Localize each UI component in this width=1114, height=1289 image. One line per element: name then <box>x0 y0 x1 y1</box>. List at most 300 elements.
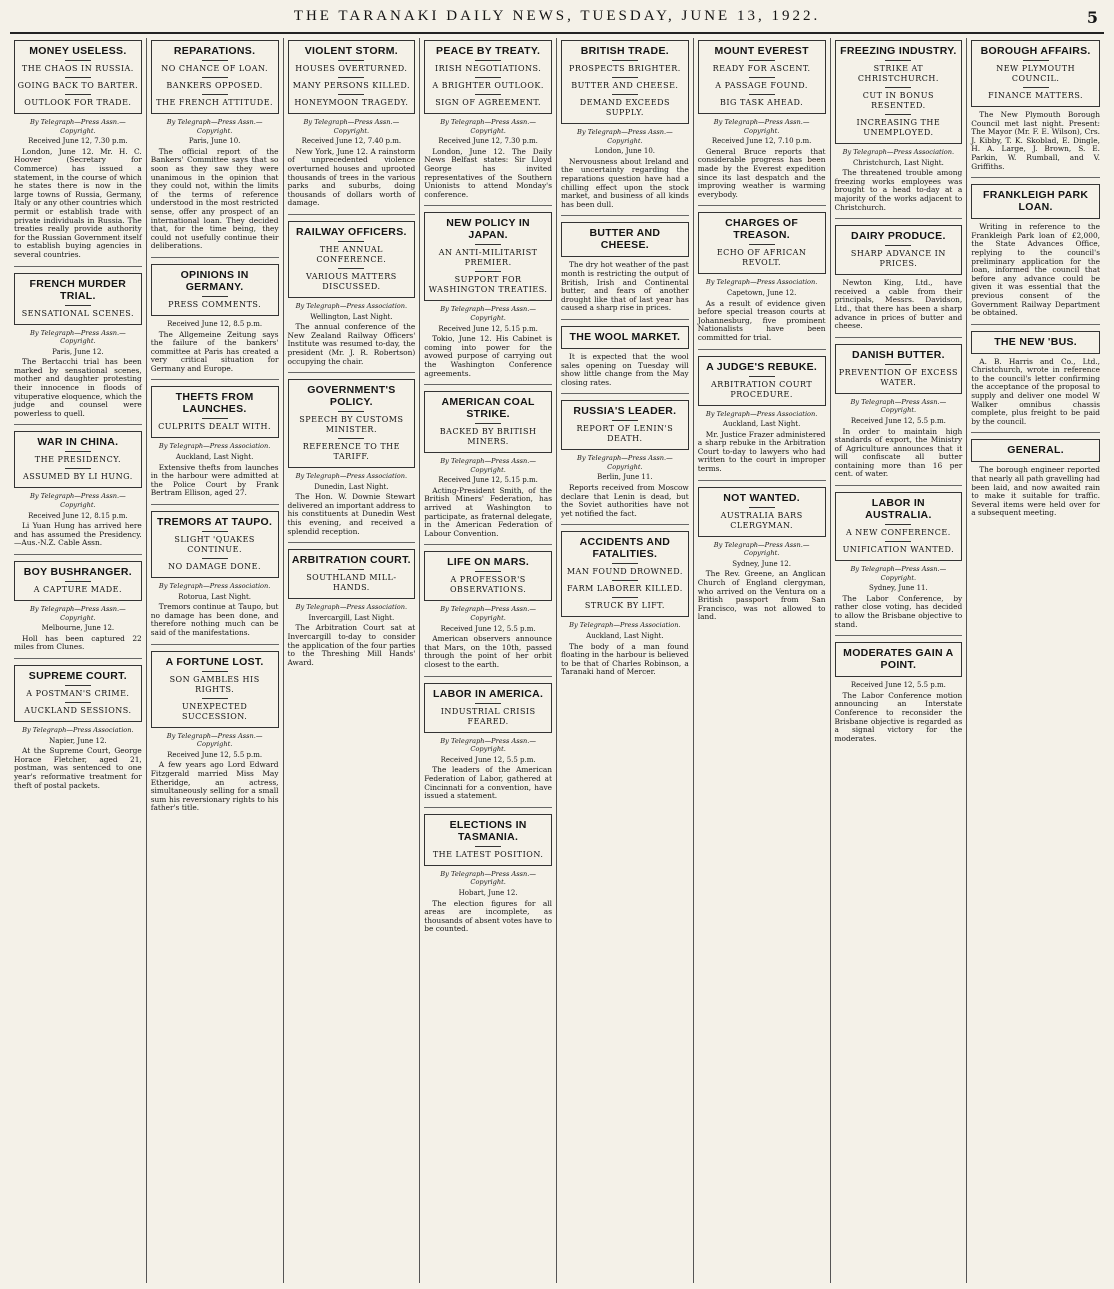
headline-rule <box>1023 60 1049 61</box>
headline-box <box>971 331 1100 354</box>
article-headline: REPARATIONS. <box>173 45 256 57</box>
article-headline: THE NEW 'BUS. <box>994 335 1078 348</box>
article-credit: By Telegraph—Press Assn.—Copyright. <box>713 540 810 558</box>
article <box>424 205 552 378</box>
article <box>288 372 416 536</box>
headline-box <box>424 212 552 301</box>
headline-rule <box>65 581 91 582</box>
article-subheading: HONEYMOON TRAGEDY. <box>294 98 409 107</box>
article-body: New York, June 12. A rainstorm of unprecedented violence overturned houses and uprooted thousands of trees in the various parks and suburbs, doing thousands of dollars worth of damage. <box>287 146 416 208</box>
article-subheading: A PASSAGE FOUND. <box>715 81 808 90</box>
article-credit: By Telegraph—Press Association. <box>22 725 134 734</box>
column-3 <box>284 38 421 1283</box>
article-dateline: Received June 12, 7.10 p.m. <box>711 137 812 146</box>
article-subheading: DEMAND EXCEEDS SUPPLY. <box>579 98 671 117</box>
article-credit: By Telegraph—Press Assn.—Copyright. <box>166 118 263 135</box>
article-body: The Bertacchi trial has been marked by sensational scenes, mother and daughter protesting their innocence in floods of vituperative eloquence, which the judge and counsel were powerless to quell. <box>14 357 142 418</box>
article <box>288 214 416 366</box>
headline-rule <box>612 580 638 581</box>
article-dateline: Received June 12, 5.5 p.m. <box>850 416 946 425</box>
article-body: The official report of the Bankers' Committee says that so soon as they saw they were unanimous in the opinion that they could not, within the limits of the terms of reference understood in the most restricted sense, offer any prospect of an international loan. They decided that, for the time being, they could not usefully continue their deliberations. <box>150 146 279 251</box>
article-body: American observers announce that Mars, on the 10th, passed through the point of her orbit closest to the earth. <box>424 634 552 669</box>
headline-rule <box>65 468 91 469</box>
headline-rule <box>475 94 501 95</box>
article-subheading: A PROFESSOR'S OBSERVATIONS. <box>449 575 527 595</box>
headline-box <box>151 386 279 438</box>
headline-box <box>698 487 826 537</box>
article <box>424 544 552 669</box>
headline-rule <box>749 244 775 245</box>
headline-rule <box>612 563 638 564</box>
article-subheading: A CAPTURE MADE. <box>33 585 123 594</box>
article <box>835 337 963 479</box>
article-dateline: London, June 10. <box>594 147 656 156</box>
article <box>151 379 279 498</box>
article-credit: By Telegraph—Press Assn.—Copyright. <box>850 397 947 415</box>
headline-rule <box>338 569 364 570</box>
article-credit: By Telegraph—Press Assn.—Copyright. <box>30 492 126 510</box>
headline-box <box>288 379 416 468</box>
article <box>424 676 552 801</box>
headline-rule <box>65 451 91 452</box>
article-dateline: Wellington, Last Night. <box>310 312 393 321</box>
headline-box <box>561 531 689 617</box>
article <box>698 40 826 199</box>
article-body: The leaders of the American Federation of Labor, gathered at Cincinnati for a convention, have issued a statement. <box>424 765 552 801</box>
headline-box <box>14 40 142 114</box>
article <box>971 177 1100 318</box>
article-body: The borough engineer reported that nearly all path gravelling had been laid, and now awaited rain to make it suitable for traffic. Several items were held over for a subsequent meeting. <box>971 465 1100 518</box>
article-body: Reports received from Moscow declare that Lenin is dead, but the Soviet authorities have not yet notified the fact. <box>561 483 689 518</box>
article-subheading: HOUSES OVERTURNED. <box>295 64 408 73</box>
column-5 <box>557 38 694 1283</box>
article-subheading: IRISH NEGOTIATIONS. <box>434 64 542 73</box>
headline-box <box>835 225 963 275</box>
headline-rule <box>612 94 638 95</box>
article-dateline: Christchurch, Last Night. <box>852 158 944 167</box>
headline-rule <box>612 60 638 61</box>
article-dateline: Napier, June 12. <box>49 736 107 745</box>
article <box>424 807 552 934</box>
article-body: Tremors continue at Taupo, but no damage has been done, and therefore nothing much can be said of the manifestations. <box>150 602 279 637</box>
article-headline: THE WOOL MARKET. <box>569 330 681 343</box>
headline-box <box>424 551 552 601</box>
article <box>971 324 1100 427</box>
article <box>698 480 826 622</box>
column-1 <box>10 38 147 1283</box>
headline-box <box>424 40 552 114</box>
headline-rule <box>475 244 501 245</box>
article-body: A. B. Harris and Co., Ltd., Christchurch, wrote in reference to the council's letter confirming the acceptance of the proposal to supply and deliver one model W Walker omnibus chassis complete, plus freight to be paid by the council. <box>971 356 1100 426</box>
masthead <box>10 8 1104 34</box>
article <box>698 349 826 474</box>
article-subheading: BUTTER AND CHEESE. <box>571 81 679 90</box>
headline-rule <box>338 411 364 412</box>
article-subheading: AUSTRALIA BARS CLERGYMAN. <box>720 510 803 530</box>
article-body: Tokio, June 12. His Cabinet is coming into power for the avowed purpose of carrying out the Washington Conference agreements. <box>424 334 552 378</box>
article-dateline: Received June 12, 7.40 p.m. <box>301 137 402 146</box>
article-subheading: CUT IN BONUS RESENTED. <box>862 91 934 110</box>
headline-rule <box>612 77 638 78</box>
article-subheading: ECHO OF AFRICAN REVOLT. <box>716 248 807 268</box>
headline-rule <box>338 268 364 269</box>
article-body: A few years ago Lord Edward Fitzgerald married Miss May Etheridge, an actress, simultaneously selling for a small sum his reversionary rights to his father's title. <box>150 760 279 813</box>
headline-rule <box>338 241 364 242</box>
headline-box <box>288 40 416 114</box>
headline-box <box>971 184 1100 219</box>
article-subheading: A BRIGHTER OUTLOOK. <box>432 81 544 90</box>
headline-box <box>288 221 416 298</box>
article-dateline: Received June 12, 7.30 p.m. <box>438 137 538 146</box>
article-dateline: Dunedin, Last Night. <box>314 482 389 491</box>
article-body: Holl has been captured 22 miles from Clunes. <box>14 633 142 652</box>
column-2 <box>147 38 284 1283</box>
article-subheading: FINANCE MATTERS. <box>988 91 1084 100</box>
headline-rule <box>65 685 91 686</box>
headline-box <box>424 814 552 866</box>
article-dateline: Sydney, June 11. <box>869 584 928 593</box>
article-subheading: SON GAMBLES HIS RIGHTS. <box>169 674 260 694</box>
article-headline: FRANKLEIGH PARK LOAN. <box>983 189 1089 214</box>
article-body: Extensive thefts from launches in the harbour were admitted at the Police Court by Frank Bertram Ellison, aged 27. <box>150 462 279 498</box>
article-subheading: A POSTMAN'S CRIME. <box>26 688 130 698</box>
headline-rule <box>612 597 638 598</box>
article <box>835 485 963 629</box>
article-dateline: Rotorua, Last Night. <box>178 592 252 601</box>
headline-rule <box>338 438 364 439</box>
article <box>14 266 142 419</box>
article-headline: MOUNT EVEREST <box>714 45 809 57</box>
article-dateline: Received June 12, 5.15 p.m. <box>438 476 538 485</box>
headline-box <box>561 400 689 450</box>
article-subheading: PREVENTION OF EXCESS WATER. <box>838 367 959 387</box>
article-headline: DAIRY PRODUCE. <box>851 230 946 243</box>
article-subheading: STRUCK BY LIFT. <box>584 601 665 611</box>
article-dateline: Hobart, June 12. <box>458 888 518 897</box>
headline-rule <box>338 77 364 78</box>
headline-rule <box>885 60 911 61</box>
article-credit: By Telegraph—Press Association. <box>705 409 818 418</box>
article <box>151 644 279 813</box>
article-dateline: Received June 12, 5.5 p.m. <box>167 750 263 759</box>
headline-rule <box>475 60 501 61</box>
article <box>14 40 142 260</box>
article-body: As a result of evidence given before special treason courts at Johannesburg, five prominent Nationalists have been committed for trial. <box>697 298 826 342</box>
article-subheading: GOING BACK TO BARTER. <box>17 81 139 90</box>
headline-box <box>561 40 689 124</box>
article-headline: GOVERNMENT'S POLICY. <box>307 384 396 409</box>
article-body: London, June 12. The Daily News Belfast states: Sir Lloyd George has invited representatives of the Southern Unionists to attend Monday's conference. <box>424 146 552 199</box>
article-headline: LIFE ON MARS. <box>447 556 530 569</box>
headline-rule <box>202 671 228 672</box>
article-dateline: Received June 12, 7.30 p.m. <box>28 137 128 146</box>
article-dateline: Received June 12, 5.5 p.m. <box>850 681 946 690</box>
article-dateline: Auckland, Last Night. <box>586 632 664 641</box>
article-body: The Labor Conference motion announcing an Interstate Conference to reconsider the Brisbane objective is regarded as a signal victory for the moderates. <box>834 690 963 743</box>
article <box>835 635 963 743</box>
article <box>151 40 279 251</box>
article-credit: By Telegraph—Press Assn.—Copyright. <box>30 328 126 346</box>
headline-rule <box>885 524 911 525</box>
article-dateline: Melbourne, June 12. <box>41 624 115 633</box>
article-subheading: SHARP ADVANCE IN PRICES. <box>850 249 946 269</box>
article-body: General Bruce reports that considerable progress has been made by the Everest expedition since its last despatch and the improving weather is warming everybody. <box>697 146 826 199</box>
headline-rule <box>202 698 228 699</box>
article-credit: By Telegraph—Press Association. <box>842 148 955 156</box>
headline-rule <box>475 423 501 424</box>
article-headline: MODERATES GAIN A POINT. <box>843 647 954 672</box>
article-headline: THEFTS FROM LAUNCHES. <box>175 391 254 416</box>
article-dateline: Received June 12, 8.5 p.m. <box>167 319 263 328</box>
headline-rule <box>475 703 501 704</box>
column-7 <box>831 38 968 1283</box>
headline-rule <box>65 702 91 703</box>
headline-rule <box>749 507 775 508</box>
article-headline: AMERICAN COAL STRIKE. <box>441 396 535 421</box>
article-credit: By Telegraph—Press Association. <box>295 603 408 612</box>
article-subheading: BIG TASK AHEAD. <box>720 98 804 107</box>
article-headline: WAR IN CHINA. <box>37 436 119 449</box>
article-body: The New Plymouth Borough Council met last night. Present: The Mayor (Mr. F. E. Wilson), Crs. J. Kibby, T. K. Skoblad, E. Dingle, H. A. Large, J. Brown, S. E. Parkin, W. Rumball, and V. Griffiths. <box>971 110 1100 171</box>
article-headline: BOY BUSHRANGER. <box>23 566 132 578</box>
article-subheading: BACKED BY BRITISH MINERS. <box>439 427 537 447</box>
article-body: The annual conference of the New Zealand Railway Officers' Institute was resumed to-day, the president (Mr. J. R. Robertson) occupying the chair. <box>287 322 416 366</box>
column-4 <box>420 38 557 1283</box>
article-body: Writing in reference to the Frankleigh Park loan of £2,000, the State Advances Office, replying to the council's preliminary application for the loan, informed the council that before any advance could be given it was essential that the previous consent of the Government Railway Department be obtained. <box>971 222 1100 318</box>
headline-rule <box>202 77 228 78</box>
article-body: Nervousness about Ireland and the uncertainty regarding the reparations question have had a chilling effect upon the stock market, and business of all kinds has been dull. <box>561 156 689 209</box>
article-body: At the Supreme Court, George Horace Fletcher, aged 21, postman, was sentenced to one year's reformative treatment for theft of postal packets. <box>14 746 142 790</box>
article-subheading: UNIFICATION WANTED. <box>842 545 955 555</box>
article-body: The body of a man found floating in the harbour is believed to be that of Charles Robinson, a Taranaki hand of Mercer. <box>561 641 689 677</box>
article-body: Li Yuan Hung has arrived here and has assumed the Presidency.—Aus.-N.Z. Cable Assn. <box>14 521 142 548</box>
article-dateline: Sydney, June 12. <box>732 559 791 568</box>
article <box>14 554 142 652</box>
article <box>971 432 1100 518</box>
headline-box <box>971 439 1100 462</box>
article-subheading: MAN FOUND DROWNED. <box>566 567 683 577</box>
article-credit: By Telegraph—Press Association. <box>705 278 818 287</box>
article-credit: By Telegraph—Press Assn.—Copyright. <box>440 457 536 474</box>
article-body: It is expected that the wool sales opening on Tuesday will show little change from the May closing rates. <box>561 351 689 387</box>
article-headline: A JUDGE'S REBUKE. <box>706 360 818 373</box>
article-headline: SUPREME COURT. <box>28 669 127 682</box>
article-headline: FRENCH MURDER TRIAL. <box>29 277 127 302</box>
article-credit: By Telegraph—Press Assn.—Copyright. <box>850 565 947 582</box>
article <box>561 319 689 387</box>
article-dateline: Received June 12, 8.15 p.m. <box>28 511 128 520</box>
headline-box <box>971 40 1100 107</box>
headline-box <box>14 431 142 488</box>
headline-box <box>151 651 279 728</box>
article-headline: ELECTIONS IN TASMANIA. <box>449 818 527 843</box>
headline-rule <box>1023 87 1049 88</box>
article-subheading: SPEECH BY CUSTOMS MINISTER. <box>299 415 404 435</box>
article <box>835 218 963 331</box>
headline-box <box>424 683 552 733</box>
article-subheading: ARBITRATION COURT PROCEDURE. <box>710 379 813 399</box>
article-headline: ACCIDENTS AND FATALITIES. <box>579 536 671 561</box>
article-dateline: Received June 12, 5.5 p.m. <box>440 624 536 633</box>
article-subheading: THE ANNUAL CONFERENCE. <box>316 244 387 264</box>
article-body: London, June 12. Mr. H. C. Hoover (Secretary for Commerce) has issued a statement, in the course of which he states there is now in the large towns of Russia, Germany, Italy or any other countries which permit or establish trade with private individuals in Russia. The treaties really provide authority for the Russian Government itself to establish buying agencies in several countries. <box>14 146 142 259</box>
article-subheading: NEW PLYMOUTH COUNCIL. <box>996 64 1076 83</box>
article-credit: By Telegraph—Press Assn.—Copyright. <box>30 118 126 135</box>
article-body: The Rev. Greene, an Anglican Church of England clergyman, who arrived on the Ventura on a British passport from San Francisco, was not allowed to land. <box>697 569 826 622</box>
article <box>561 393 689 518</box>
column-6 <box>694 38 831 1283</box>
headline-rule <box>475 77 501 78</box>
headline-box <box>14 561 142 601</box>
article-credit: By Telegraph—Press Assn.—Copyright. <box>440 736 536 754</box>
article-credit: By Telegraph—Press Assn.—Copyright. <box>30 605 126 622</box>
article-subheading: REPORT OF LENIN'S DEATH. <box>576 424 674 444</box>
article-body: The dry hot weather of the past month is restricting the output of British, Irish and Continental butter, and fears of another drought like that of last year has caused a sharp rise in prices. <box>561 260 689 313</box>
headline-rule <box>612 420 638 421</box>
article-headline: TREMORS AT TAUPO. <box>157 516 273 529</box>
article-subheading: INCREASING THE UNEMPLOYED. <box>856 118 941 137</box>
article-body: Mr. Justice Frazer administered a sharp rebuke in the Arbitration Court to-day to lawyers who had written to the court in improper terms. <box>697 429 826 474</box>
article-subheading: PRESS COMMENTS. <box>168 299 262 309</box>
headline-rule <box>65 305 91 306</box>
article <box>14 658 142 790</box>
article-subheading: MANY PERSONS KILLED. <box>292 81 411 90</box>
headline-rule <box>65 77 91 78</box>
headline-box <box>151 40 279 114</box>
article-dateline: Paris, June 10. <box>188 137 241 146</box>
article-subheading: SUPPORT FOR WASHINGTON TREATIES. <box>428 275 548 295</box>
article-headline: LABOR IN AMERICA. <box>432 687 544 700</box>
article-headline: NEW POLICY IN JAPAN. <box>446 217 530 242</box>
article-headline: PEACE BY TREATY. <box>436 45 541 57</box>
article-headline: NOT WANTED. <box>723 491 801 504</box>
article-body: The Labor Conference, by rather close voting, has decided to allow the Brisbane objective to stand. <box>834 593 963 629</box>
article-headline: LABOR IN AUSTRALIA. <box>865 497 932 522</box>
article <box>561 524 689 677</box>
headline-rule <box>885 114 911 115</box>
article-headline: MONEY USELESS. <box>29 45 127 57</box>
page-number: 5 <box>1086 8 1098 27</box>
article-body: Newton King, Ltd., have received a cable from their principals, Messrs. Davidson, Ltd., that there has been a sharp advance in prices of butter and cheese. <box>834 278 963 331</box>
headline-rule <box>202 296 228 297</box>
headline-rule <box>202 531 228 532</box>
article <box>971 40 1100 171</box>
article <box>14 424 142 548</box>
article-dateline: Auckland, Last Night. <box>722 420 801 429</box>
article-subheading: SIGN OF AGREEMENT. <box>435 98 542 107</box>
headline-rule <box>749 60 775 61</box>
article-dateline: Invercargill, Last Night. <box>308 613 395 622</box>
article-credit: By Telegraph—Press Assn.—Copyright. <box>577 454 673 471</box>
headline-rule <box>475 571 501 572</box>
headline-box <box>561 326 689 349</box>
column-8 <box>967 38 1104 1283</box>
article-subheading: AUCKLAND SESSIONS. <box>24 705 132 715</box>
article-headline: BRITISH TRADE. <box>580 45 669 57</box>
article-subheading: FARM LABORER KILLED. <box>566 584 683 594</box>
article-subheading: NO DAMAGE DONE. <box>168 562 262 572</box>
article-body: The Allgemeine Zeitung says the failure of the bankers' committee at Paris has created a very critical situation for Germany and Europe. <box>150 329 279 373</box>
article <box>424 40 552 199</box>
headline-rule <box>749 94 775 95</box>
article-credit: By Telegraph—Press Assn.—Copyright. <box>440 118 536 135</box>
headline-rule <box>202 418 228 419</box>
article-headline: A FORTUNE LOST. <box>165 655 264 668</box>
headline-box <box>561 222 689 257</box>
headline-box <box>698 40 826 114</box>
headline-rule <box>338 94 364 95</box>
headline-box <box>424 391 552 453</box>
article <box>288 40 416 208</box>
article-subheading: THE CHAOS IN RUSSIA. <box>21 64 134 73</box>
article-subheading: OUTLOOK FOR TRADE. <box>24 98 132 107</box>
article-body: Acting-President Smith, of the British Miners' Federation, has arrived at Washington to participate, as fraternal delegate, in the American Federation of Labour Convention. <box>424 485 552 538</box>
article-subheading: STRIKE AT CHRISTCHURCH. <box>857 64 939 83</box>
article-credit: By Telegraph—Press Assn.—Copyright. <box>713 118 810 135</box>
headline-rule <box>885 541 911 542</box>
article-headline: BUTTER AND CHEESE. <box>589 227 661 252</box>
article-subheading: SOUTHLAND MILL-HANDS. <box>306 573 397 593</box>
article-dateline: Capetown, June 12. <box>726 288 797 297</box>
headline-box <box>835 40 963 144</box>
article-headline: BOROUGH AFFAIRS. <box>980 45 1091 57</box>
article-dateline: Received June 12, 5.15 p.m. <box>438 324 538 333</box>
article-subheading: THE PRESIDENCY. <box>34 455 121 465</box>
headline-box <box>835 492 963 561</box>
article-body: The election figures for all areas are incomplete, as thousands of absent votes have to be counted. <box>424 898 552 934</box>
article <box>151 257 279 374</box>
headline-rule <box>885 364 911 365</box>
columns <box>10 38 1104 1283</box>
article-subheading: VARIOUS MATTERS DISCUSSED. <box>306 271 397 291</box>
article-subheading: REFERENCE TO THE TARIFF. <box>302 442 400 462</box>
headline-rule <box>749 376 775 377</box>
article-subheading: THE FRENCH ATTITUDE. <box>156 98 274 107</box>
headline-box <box>151 511 279 578</box>
headline-box <box>698 356 826 406</box>
newspaper-title: THE TARANAKI DAILY NEWS, TUESDAY, JUNE 13, 1922. <box>293 8 821 24</box>
article-credit: By Telegraph—Press Association. <box>295 301 408 310</box>
article-subheading: THE LATEST POSITION. <box>432 849 544 859</box>
headline-box <box>151 264 279 316</box>
article-dateline: Auckland, Last Night. <box>175 453 254 462</box>
headline-box <box>14 665 142 722</box>
headline-box <box>835 344 963 394</box>
article-headline: RUSSIA'S LEADER. <box>573 405 677 418</box>
headline-rule <box>338 60 364 61</box>
article-credit: By Telegraph—Press Assn.—Copyright. <box>166 731 263 749</box>
article-subheading: A NEW CONFERENCE. <box>845 528 951 538</box>
article-credit: By Telegraph—Press Association. <box>158 582 271 591</box>
article-credit: By Telegraph—Press Assn.—Copyright. <box>303 118 400 135</box>
article-body: In order to maintain high standards of export, the Ministry of Agriculture announces that it will confiscate all butter containing more than 16 per cent. of water. <box>834 426 963 479</box>
headline-rule <box>885 87 911 88</box>
article-credit: By Telegraph—Press Association. <box>158 442 271 451</box>
article <box>288 542 416 667</box>
headline-rule <box>65 94 91 95</box>
headline-rule <box>202 558 228 559</box>
article-headline: ARBITRATION COURT. <box>291 554 411 567</box>
article-headline: VIOLENT STORM. <box>304 45 398 57</box>
article <box>561 215 689 313</box>
article-body: The Arbitration Court sat at Invercargill to-day to consider the application of the four parties to the Threshing Mill Hands' Award. <box>287 623 416 667</box>
headline-rule <box>202 60 228 61</box>
article-headline: GENERAL. <box>1007 444 1064 457</box>
article-subheading: PROSPECTS BRIGHTER. <box>568 64 681 73</box>
article-body: The threatened trouble among freezing works employees was brought to a head to-day at a majority of the works adjacent to Christchurch. <box>834 168 963 212</box>
article-subheading: SLIGHT 'QUAKES CONTINUE. <box>174 535 255 555</box>
article-credit: By Telegraph—Press Association. <box>295 472 408 481</box>
